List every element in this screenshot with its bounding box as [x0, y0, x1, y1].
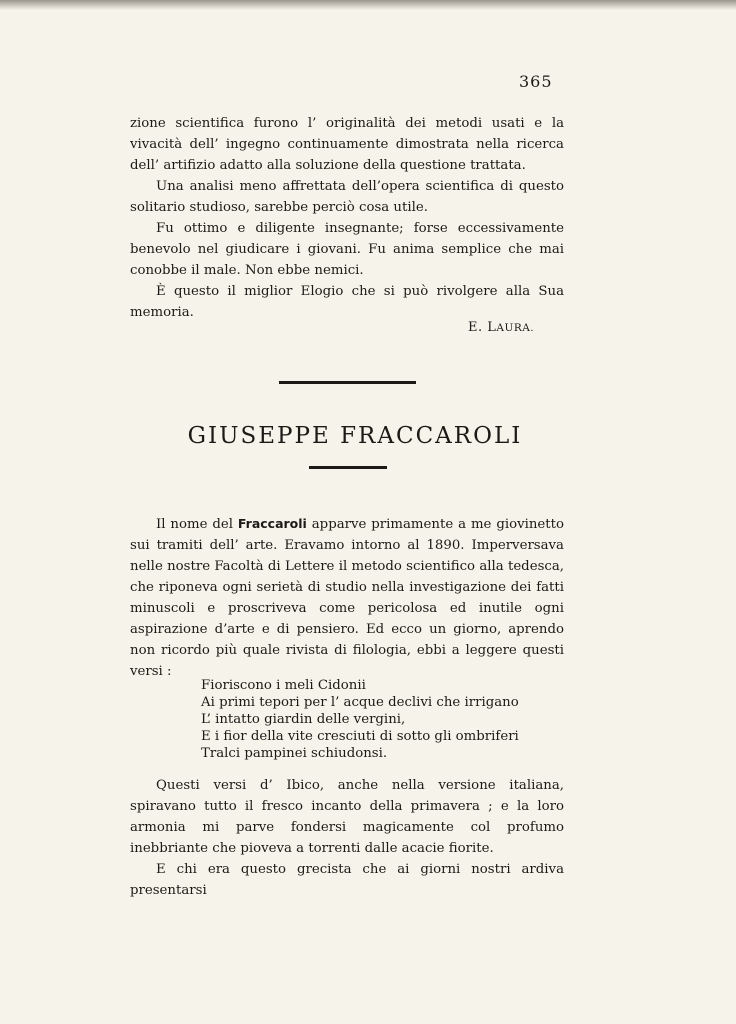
- section-rule-bottom: [309, 466, 387, 469]
- author-signature: [468, 320, 534, 335]
- quoted-poem: [201, 677, 541, 762]
- poem-line: Fioriscono i meli Cidonii: [201, 678, 366, 693]
- article-continuation: [130, 775, 564, 901]
- article-paragraph-1: [130, 513, 564, 682]
- article-paragraph-3: E chi era questo grecista che ai giorni nostri ardiva presentarsi: [130, 862, 564, 898]
- obituary-paragraph-1: zione scientifica furono l’ originalità dei metodi usati e la vivacità dell’ ingegno continuamente dimostrata nella ricerca dell’ artifizio adatto alla soluzione della questione trattata.: [130, 116, 564, 173]
- obituary-paragraph-2: Una analisi meno affrettata dell’opera scientifica di questo solitario studioso, sarebbe perciò cosa utile.: [130, 179, 564, 215]
- poem-line: L’ intatto giardin delle vergini,: [201, 712, 406, 727]
- paragraph-1-start: Il nome del: [156, 517, 238, 532]
- name-fraccaroli: Fraccaroli: [237, 516, 307, 531]
- obituary-text: [130, 113, 564, 323]
- paragraph-1-rest: apparve primamente a me giovinetto sui tramiti dell’ arte. Eravamo intorno al 1890. Imperversava nelle nostre Facoltà di Lettere il metodo scientifico alla tedesca, che riponeva ogni serietà di studio nella investigazione dei fatti minuscoli e proscriveva come pericolosa ed inutile ogni aspirazione d’arte e di pensiero. Ed ecco un giorno, aprendo non ricordo più quale rivista di filologia, ebbi a leggere questi versi :: [130, 517, 564, 679]
- signature-small-caps: AURA.: [496, 322, 535, 334]
- poem-line: Ai primi tepori per l’ acque declivi che irrigano: [201, 695, 519, 710]
- obituary-paragraph-4: È questo il miglior Elogio che si può rivolgere alla Sua memoria.: [130, 284, 564, 320]
- obituary-paragraph-3: Fu ottimo e diligente insegnante; forse eccessivamente benevolo nel giudicare i giovani. Fu anima semplice che mai conobbe il male. Non ebbe nemici.: [130, 221, 564, 278]
- section-title: GIUSEPPE FRACCAROLI: [187, 423, 523, 449]
- poem-line: Tralci pampinei schiudonsi.: [201, 746, 388, 761]
- article-intro: [130, 513, 564, 682]
- page-number: 365: [519, 72, 553, 91]
- page-edge-shadow: [0, 0, 736, 10]
- article-paragraph-2: Questi versi d’ Ibico, anche nella versione italiana, spiravano tutto il fresco incanto della primavera ; e la loro armonia mi parve fondersi magicamente col profumo inebbriante che pioveva a torrenti dalle acacie fiorite.: [130, 778, 564, 856]
- section-rule-top: [279, 381, 416, 384]
- poem-line: E i fior della vite cresciuti di sotto gli ombriferi: [201, 729, 519, 744]
- signature-initial: E. L: [468, 320, 497, 335]
